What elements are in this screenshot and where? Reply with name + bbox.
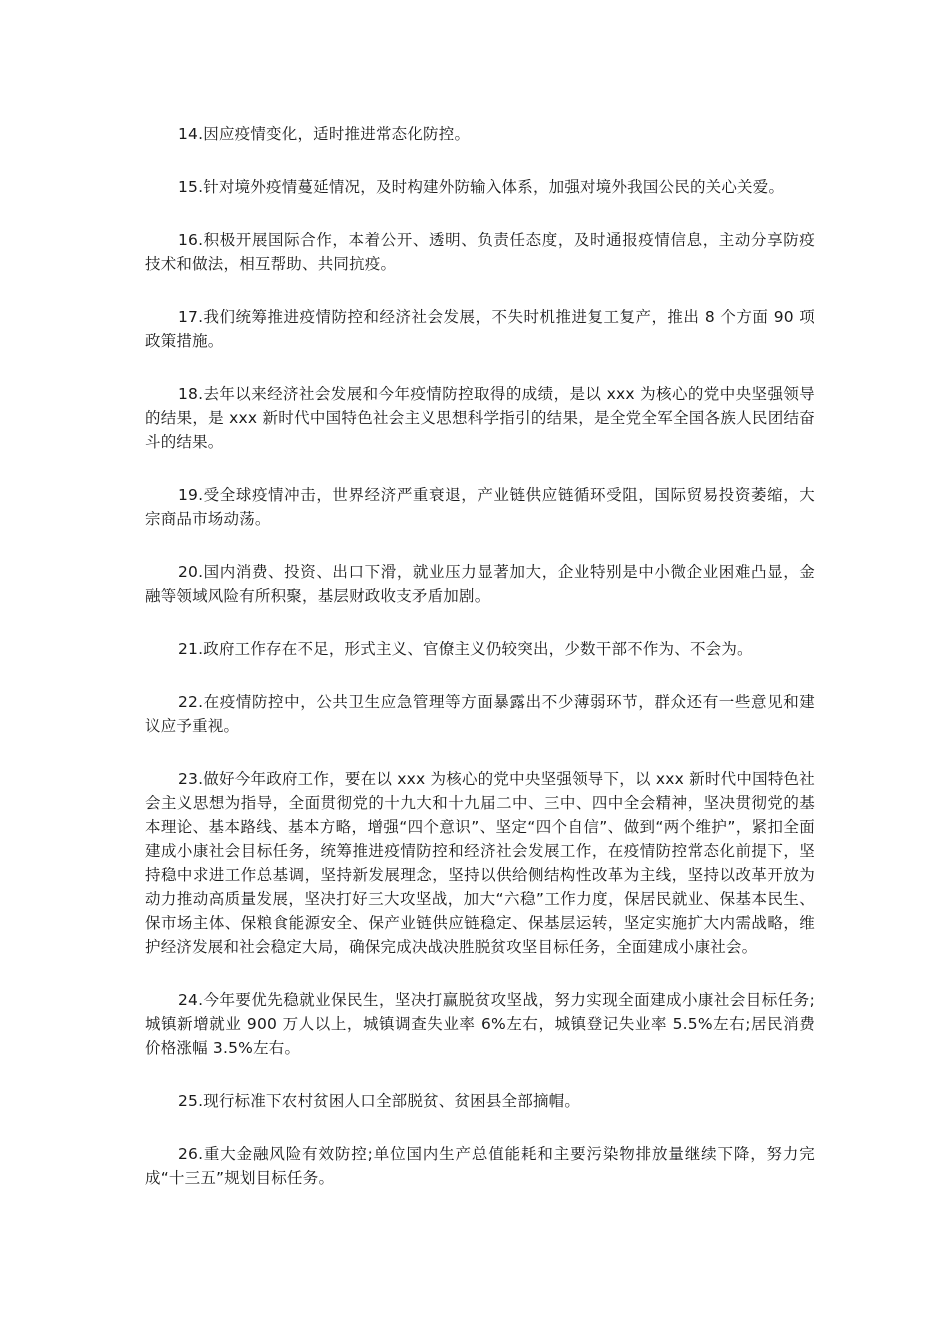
paragraph-15: 15.针对境外疫情蔓延情况，及时构建外防输入体系，加强对境外我国公民的关心关爱。 — [178, 178, 785, 196]
paragraph-14: 14.因应疫情变化，适时推进常态化防控。 — [178, 125, 471, 143]
paragraph-17: 17.我们统筹推进疫情防控和经济社会发展，不失时机推进复工复产，推出 8 个方面 90 项政策措施。 — [145, 308, 815, 350]
document-body — [145, 122, 815, 1219]
paragraph-22: 22.在疫情防控中，公共卫生应急管理等方面暴露出不少薄弱环节，群众还有一些意见和建议应予重视。 — [145, 693, 815, 735]
paragraph-18: 18.去年以来经济社会发展和今年疫情防控取得的成绩，是以 xxx 为核心的党中央坚强领导的结果，是 xxx 新时代中国特色社会主义思想科学指引的结果，是全党全军全国各族人民团结奋斗的结果。 — [145, 385, 815, 451]
paragraph-16: 16.积极开展国际合作，本着公开、透明、负责任态度，及时通报疫情信息，主动分享防疫技术和做法，相互帮助、共同抗疫。 — [145, 231, 815, 273]
paragraph-26: 26.重大金融风险有效防控;单位国内生产总值能耗和主要污染物排放量继续下降，努力完成“十三五”规划目标任务。 — [145, 1145, 815, 1187]
paragraph-21: 21.政府工作存在不足，形式主义、官僚主义仍较突出，少数干部不作为、不会为。 — [178, 640, 753, 658]
paragraph-25: 25.现行标准下农村贫困人口全部脱贫、贫困县全部摘帽。 — [178, 1092, 581, 1110]
paragraph-23: 23.做好今年政府工作，要在以 xxx 为核心的党中央坚强领导下，以 xxx 新时代中国特色社会主义思想为指导，全面贯彻党的十九大和十九届二中、三中、四中全会精神，坚决贯彻党的基本理论、基本路线、基本方略，增强“四个意识”、坚定“四个自信”、做到“两个维护”，紧扣全面建成小康社会目标任务，统筹推进疫情防控和经济社会发展工作，在疫情防控常态化前提下，坚持稳中求进工作总基调，坚持新发展理念，坚持以供给侧结构性改革为主线，坚持以改革开放为动力推动高质量发展，坚决打好三大攻坚战，加大“六稳”工作力度，保居民就业、保基本民生、保市场主体、保粮食能源安全、保产业链供应链稳定、保基层运转，坚定实施扩大内需战略，维护经济发展和社会稳定大局，确保完成决战决胜脱贫攻坚目标任务，全面建成小康社会。 — [145, 770, 815, 956]
paragraph-19: 19.受全球疫情冲击，世界经济严重衰退，产业链供应链循环受阻，国际贸易投资萎缩，大宗商品市场动荡。 — [145, 486, 815, 528]
paragraph-24: 24.今年要优先稳就业保民生，坚决打赢脱贫攻坚战，努力实现全面建成小康社会目标任务;城镇新增就业 900 万人以上，城镇调查失业率 6%左右，城镇登记失业率 5.5%左右;居民消费价格涨幅 3.5%左右。 — [145, 991, 815, 1057]
paragraph-20: 20.国内消费、投资、出口下滑，就业压力显著加大，企业特别是中小微企业困难凸显，金融等领域风险有所积聚，基层财政收支矛盾加剧。 — [145, 563, 815, 605]
